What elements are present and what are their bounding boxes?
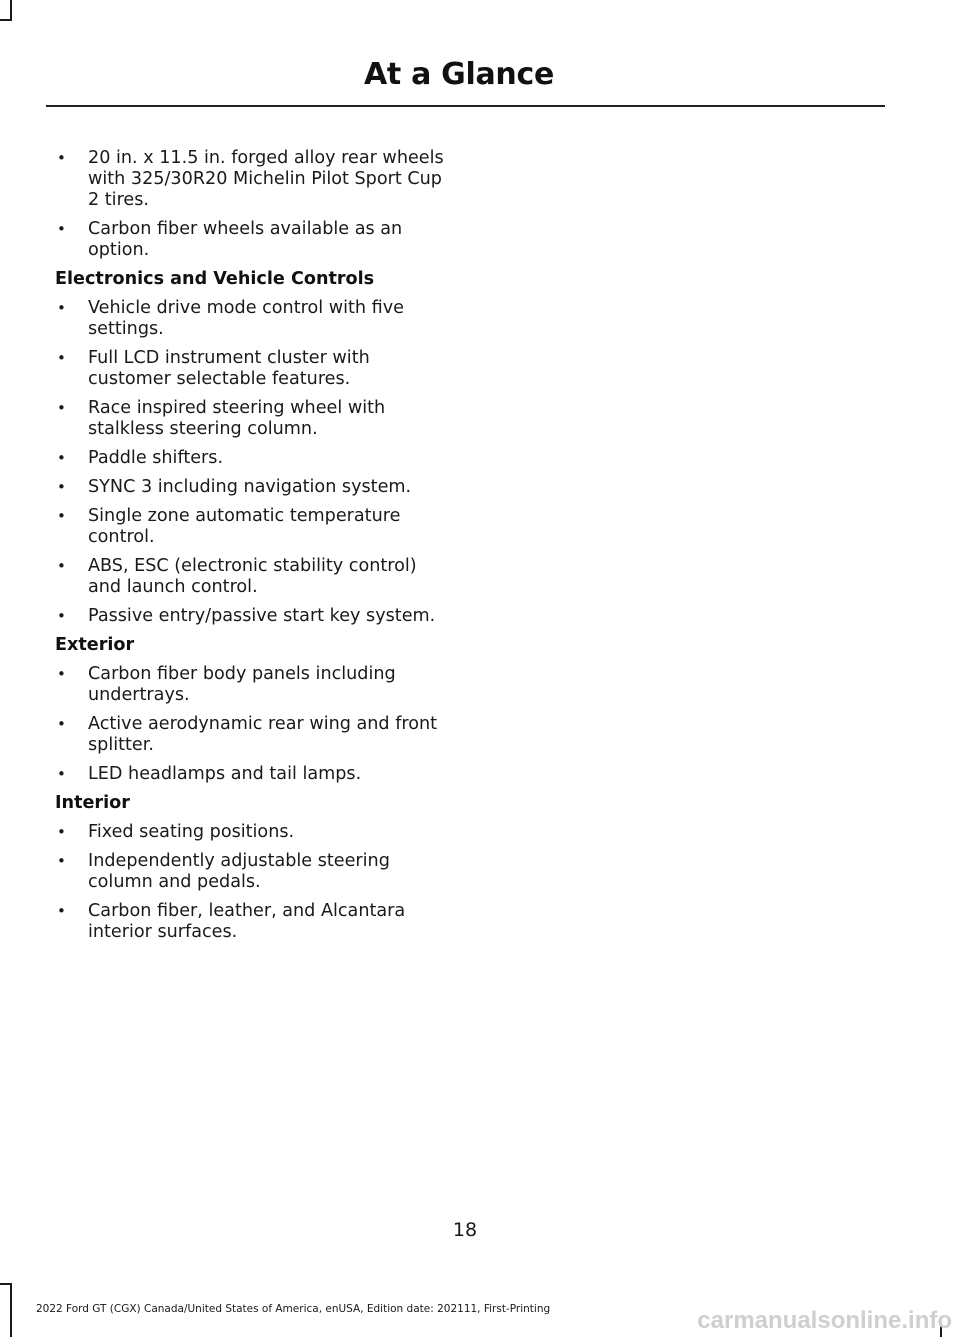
bullet-icon: • <box>57 557 66 575</box>
list-item-text: Active aerodynamic rear wing and front splitter. <box>88 714 438 755</box>
list-item <box>55 348 450 390</box>
list-item-text: LED headlamps and tail lamps. <box>88 764 362 784</box>
list-item <box>55 477 450 498</box>
bullet-icon: • <box>57 665 66 683</box>
footer-edition-text: 2022 Ford GT (CGX) Canada/United States of America, enUSA, Edition date: 202111, First-Printing <box>36 1303 551 1315</box>
bullet-icon: • <box>57 765 66 783</box>
bullet-icon: • <box>57 902 66 920</box>
list-item-text: Paddle shifters. <box>88 448 224 468</box>
list-item <box>55 506 450 548</box>
list-item <box>55 764 450 785</box>
content-column <box>55 148 450 951</box>
bullet-icon: • <box>57 507 66 525</box>
exterior-list <box>55 664 450 785</box>
list-item <box>55 664 450 706</box>
list-item <box>55 901 450 943</box>
list-item-text: Carbon fiber body panels including undertrays. <box>88 664 396 705</box>
electronics-list <box>55 298 450 627</box>
wheels-list <box>55 148 450 261</box>
bullet-icon: • <box>57 349 66 367</box>
crop-mark-top-left-vertical <box>10 0 12 20</box>
section-heading-exterior: Exterior <box>55 635 135 655</box>
bullet-icon: • <box>57 823 66 841</box>
list-item <box>55 219 450 261</box>
bullet-icon: • <box>57 478 66 496</box>
list-item-text: Full LCD instrument cluster with customer selectable features. <box>88 348 370 389</box>
list-item <box>55 606 450 627</box>
list-item <box>55 714 450 756</box>
bullet-icon: • <box>57 607 66 625</box>
section-heading-interior: Interior <box>55 793 130 813</box>
list-item <box>55 822 450 843</box>
crop-mark-bottom-left-horizontal <box>0 1283 12 1285</box>
list-item <box>55 851 450 893</box>
interior-list <box>55 822 450 943</box>
crop-mark-top-left-horizontal <box>0 19 12 21</box>
bullet-icon: • <box>57 852 66 870</box>
watermark-logo: carmanualsonline.info <box>697 1307 952 1334</box>
list-item-text: 20 in. x 11.5 in. forged alloy rear wheels with 325/30R20 Michelin Pilot Sport Cup 2 tires. <box>88 148 444 210</box>
page-title: At a Glance <box>363 57 554 92</box>
list-item <box>55 556 450 598</box>
crop-mark-bottom-left-vertical <box>10 1283 12 1337</box>
bullet-icon: • <box>57 220 66 238</box>
list-item-text: Vehicle drive mode control with five settings. <box>88 298 404 339</box>
page-number: 18 <box>452 1219 478 1241</box>
list-item <box>55 448 450 469</box>
bullet-icon: • <box>57 715 66 733</box>
bullet-icon: • <box>57 299 66 317</box>
list-item-text: Single zone automatic temperature control. <box>88 506 401 547</box>
list-item-text: ABS, ESC (electronic stability control) and launch control. <box>88 556 417 597</box>
list-item <box>55 298 450 340</box>
list-item-text: Carbon fiber wheels available as an option. <box>88 219 403 260</box>
list-item-text: Carbon fiber, leather, and Alcantara interior surfaces. <box>88 901 406 942</box>
list-item-text: Independently adjustable steering column and pedals. <box>88 851 390 892</box>
list-item <box>55 148 450 211</box>
header-divider <box>46 105 885 107</box>
bullet-icon: • <box>57 449 66 467</box>
bullet-icon: • <box>57 399 66 417</box>
list-item-text: SYNC 3 including navigation system. <box>88 477 412 497</box>
list-item-text: Passive entry/passive start key system. <box>88 606 436 626</box>
list-item <box>55 398 450 440</box>
list-item-text: Fixed seating positions. <box>88 822 295 842</box>
section-heading-electronics: Electronics and Vehicle Controls <box>55 269 375 289</box>
bullet-icon: • <box>57 149 66 167</box>
list-item-text: Race inspired steering wheel with stalkless steering column. <box>88 398 386 439</box>
